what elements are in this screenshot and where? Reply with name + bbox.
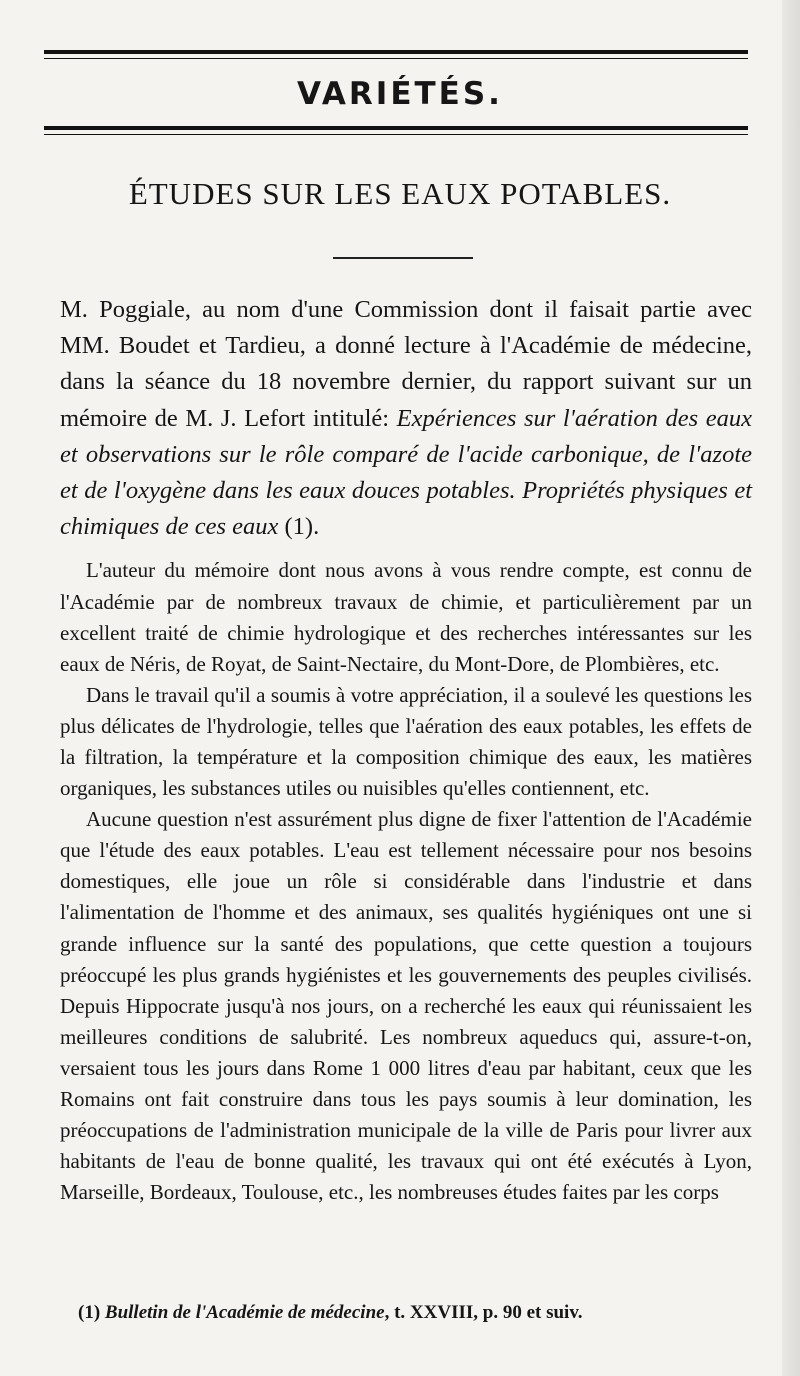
header-top-rule xyxy=(44,50,748,54)
memoir-title: Expériences sur l'aération des eaux et observations sur le rôle comparé de l'acide carbonique, de l'azote et de l'oxygène dans les eaux douces potables. Propriétés physiques et chimiques de ces eaux xyxy=(60,404,752,541)
article-body xyxy=(60,292,752,1208)
intro-text: M. Poggiale, au nom d'une Commission dont il faisait partie avec MM. Boudet et Tardieu, a donné lecture à l'Académie de médecine, dans la séance du 18 novembre dernier, du rapport suivant sur un mémoire de M. J. Lefort intitulé: xyxy=(60,296,752,432)
footnote xyxy=(78,1302,758,1324)
footnote-source: Bulletin de l'Académie de médecine xyxy=(104,1302,385,1323)
footnote-reference-detail: , t. XXVIII, p. 90 et suiv. xyxy=(384,1302,583,1323)
header-bottom-rule xyxy=(44,126,748,130)
paragraph-work: Dans le travail qu'il a soumis à votre appréciation, il a soulevé les questions les plus délicates de l'hydrologie, telles que l'aération des eaux potables, les effets de la filtration, la température et la composition chimique des eaux, les matières organiques, les substances utiles ou nuisibles qu'elles contiennent, etc. xyxy=(60,682,752,801)
footnote-marker: (1) xyxy=(78,1302,105,1323)
header-bottom-thin-rule xyxy=(44,134,748,135)
intro-paragraph xyxy=(60,292,752,545)
paragraph-author: L'auteur du mémoire dont nous avons à vous rendre compte, est connu de l'Académie par de nombreux travaux de chimie, et particulièrement par un excellent traité de chimie hydrologique et des recherches intéressantes sur les eaux de Néris, de Royat, de Saint-Nectaire, du Mont-Dore, de Plombières, etc. xyxy=(60,558,752,676)
header-top-thin-rule xyxy=(44,58,748,59)
title-divider xyxy=(333,257,473,259)
paragraph-question: Aucune question n'est assurément plus digne de fixer l'attention de l'Académie que l'étude des eaux potables. L'eau est tellement nécessaire pour nos besoins domestiques, elle joue un rôle si considérable dans l'industrie et dans l'alimentation de l'homme et des animaux, ses qualités hygiéniques ont une si grande influence sur la santé des populations, que cette question a toujours préoccupé les plus grands hygiénistes et les gouvernements des peuples civilisés. Depuis Hippocrate jusqu'à nos jours, on a recherché les eaux qui réunissaient les meilleures conditions de salubrité. Les nombreux aqueducs qui, assure-t-on, versaient tous les jours dans Rome 1 000 litres d'eau par habitant, ceux que les Romains ont fait construire dans tous les pays soumis à leur domination, les préoccupations de l'administration municipale de la ville de Paris pour livrer aux habitants de l'eau de bonne qualité, les travaux qui ont été exécutés à Lyon, Marseille, Bordeaux, Toulouse, etc., les nombreuses études faites par les corps xyxy=(60,807,752,1205)
main-text xyxy=(60,555,752,1208)
article-title: ÉTUDES SUR LES EAUX POTABLES. xyxy=(128,176,672,211)
section-heading: VARIÉTÉS. xyxy=(297,76,503,112)
footnote-reference: (1). xyxy=(278,513,320,541)
